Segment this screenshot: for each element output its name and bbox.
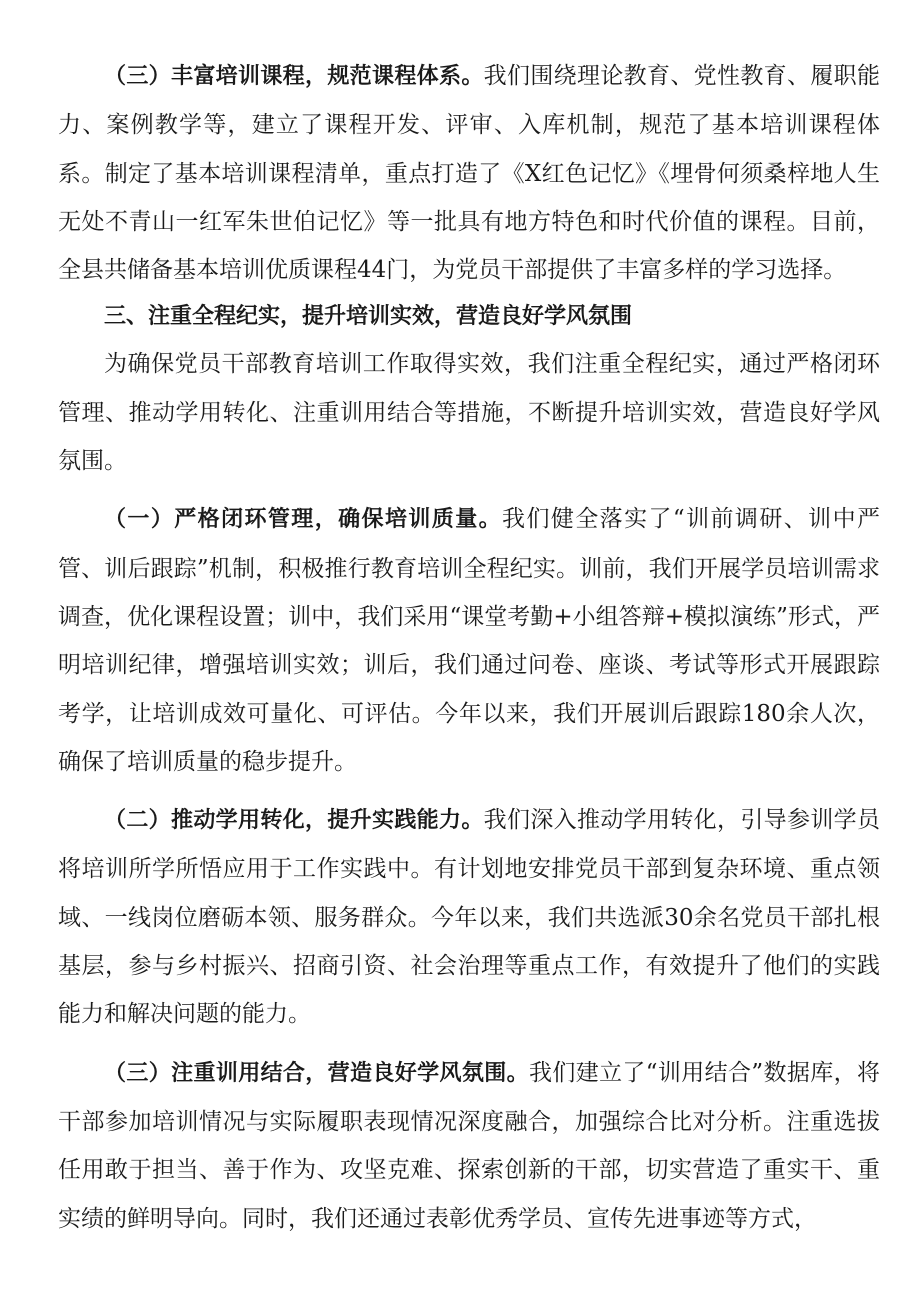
paragraph-lead: （三）注重训用结合，营造良好学风氛围。 [104, 1060, 529, 1086]
document-page [58, 52, 880, 1243]
paragraph-body: 我们健全落实了“训前调研、训中严管、训后跟踪”机制，积极推行教育培训全程纪实。训前，我们开展学员培训需求调查，优化课程设置；训中，我们采用“课堂考勤+小组答辩+模拟演练”形式，严明培训纪律，增强培训实效；训后，我们通过问卷、座谈、考试等形式开展跟踪考学，让培训成效可量化、可评估。今年以来，我们开展训后跟踪180余人次，确保了培训质量的稳步提升。 [58, 506, 880, 775]
paragraph-training-use-combination [58, 1049, 880, 1243]
paragraph-lead: （二）推动学用转化，提升实践能力。 [104, 808, 484, 834]
paragraph-section-intro: 为确保党员干部教育培训工作取得实效，我们注重全程纪实，通过严格闭环管理、推动学用转化、注重训用结合等措施，不断提升培训实效，营造良好学风氛围。 [58, 351, 880, 475]
paragraph-lead: （三）丰富培训课程，规范课程体系。 [104, 64, 484, 89]
paragraph-body: 我们建立了“训用结合”数据库，将干部参加培训情况与实际履职表现情况深度融合，加强综合比对分析。注重选拔任用敢于担当、善于作为、攻坚克难、探索创新的干部，切实营造了重实干、重实绩的鲜明导向。同时，我们还通过表彰优秀学员、宣传先进事迹等方式， [58, 1059, 880, 1232]
paragraph-body: 我们深入推动学用转化，引导参训学员将培训所学所悟应用于工作实践中。有计划地安排党员干部到复杂环境、重点领域、一线岗位磨砺本领、服务群众。今年以来，我们共选派30余名党员干部扎根基层，参与乡村振兴、招商引资、社会治理等重点工作，有效提升了他们的实践能力和解决问题的能力。 [58, 807, 880, 1028]
paragraph-closed-loop-management [58, 495, 880, 786]
paragraph-body: 我们围绕理论教育、党性教育、履职能力、案例教学等，建立了课程开发、评审、入库机制，规范了基本培训课程体系。制定了基本培训课程清单，重点打造了《X红色记忆》《埋骨何须桑梓地人生无处不青山一红军朱世伯记忆》等一批具有地方特色和时代价值的课程。目前，全县共储备基本培训优质课程44门，为党员干部提供了丰富多样的学习选择。 [58, 63, 880, 284]
paragraph-practice-transfer [58, 796, 880, 1038]
section-heading-3: 三、注重全程纪实，提升培训实效，营造良好学风氛围 [104, 304, 633, 330]
paragraph-lead: （一）严格闭环管理，确保培训质量。 [104, 507, 503, 533]
paragraph-enrich-courses [58, 52, 880, 294]
